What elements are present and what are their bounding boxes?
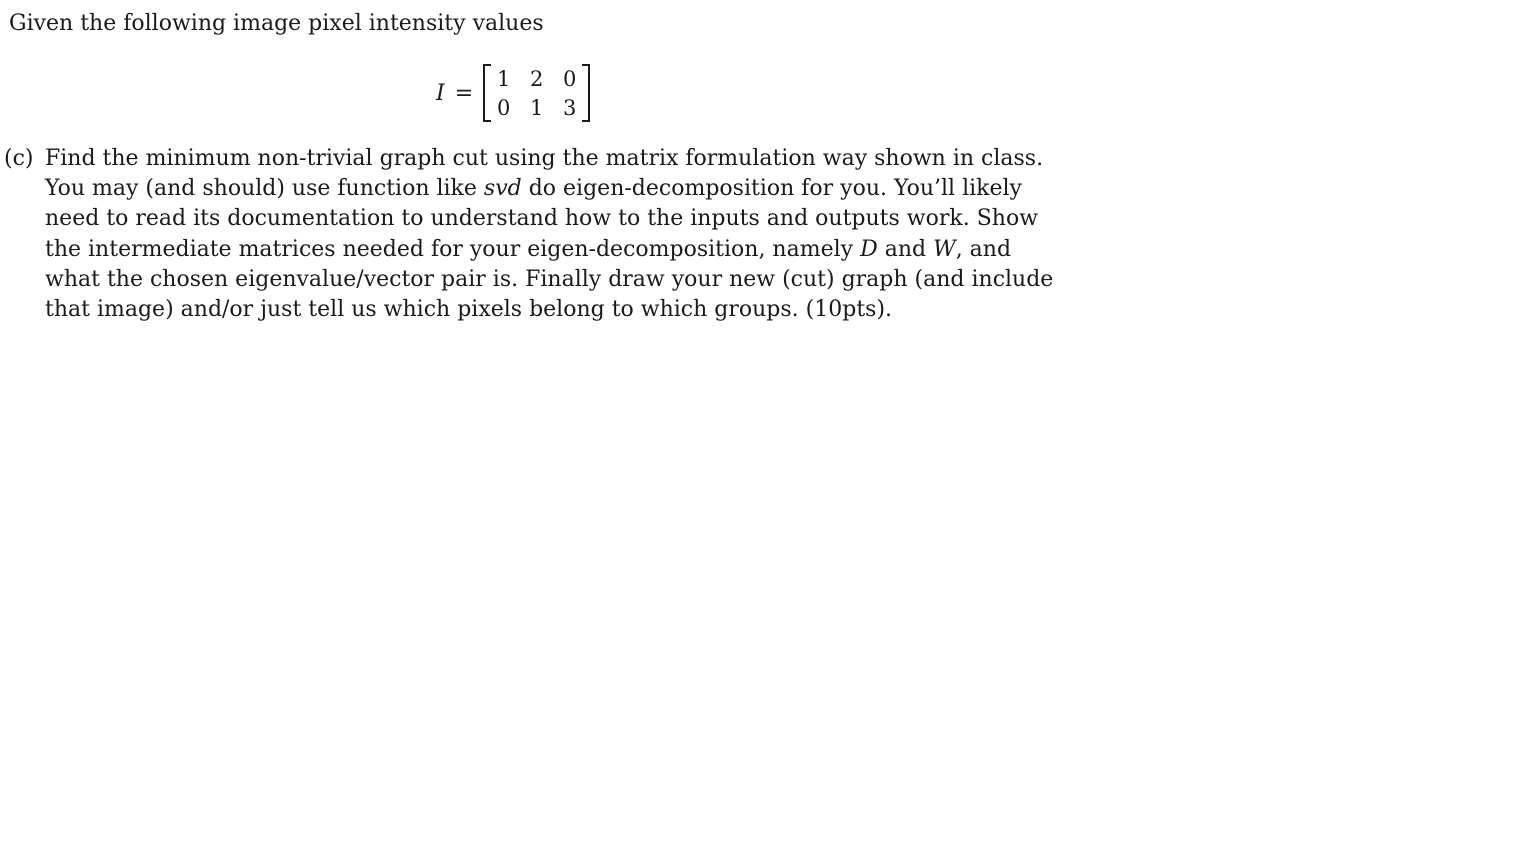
text-run: the intermediate matrices needed for your eigen-decomposition, namely [45, 236, 861, 262]
problem-line: what the chosen eigenvalue/vector pair is. Finally draw your new (cut) graph (and include [45, 266, 1054, 292]
svd-function-name: svd [483, 176, 522, 202]
text-run: You may (and should) use function like [45, 176, 484, 202]
matrix-cell: 1 [529, 95, 544, 120]
text-run: do eigen-decomposition for you. You’ll likely [521, 176, 1022, 202]
problem-text [45, 144, 1054, 325]
problem-line: Find the minimum non-trivial graph cut using the matrix formulation way shown in class. [45, 146, 1044, 171]
problem-line: need to read its documentation to understand how to the inputs and outputs work. Show [45, 206, 1039, 232]
intensity-matrix [483, 64, 590, 122]
text-run: and [877, 236, 934, 262]
equals-sign: = [454, 80, 474, 106]
matrix-cell: 2 [529, 66, 544, 91]
weight-matrix-symbol: W [933, 236, 956, 262]
problem-line: that image) and/or just tell us which pixels belong to which groups. (10pts). [45, 297, 893, 323]
item-label: (c) [4, 146, 34, 171]
matrix-cell: 3 [562, 95, 577, 120]
problem-line [45, 235, 1012, 265]
matrix-left-bracket [483, 64, 491, 122]
equation-lhs [436, 81, 473, 106]
matrix-right-bracket [582, 64, 590, 122]
intro-text: Given the following image pixel intensity values [9, 11, 544, 36]
degree-matrix-symbol: D [860, 236, 878, 262]
matrix-variable: I [436, 80, 445, 106]
problem-line [45, 174, 1022, 204]
matrix-cell: 0 [562, 66, 577, 91]
matrix-cell: 1 [496, 66, 511, 91]
text-run: , and [955, 236, 1012, 262]
matrix-equation [436, 62, 590, 124]
matrix-cell: 0 [496, 95, 511, 120]
